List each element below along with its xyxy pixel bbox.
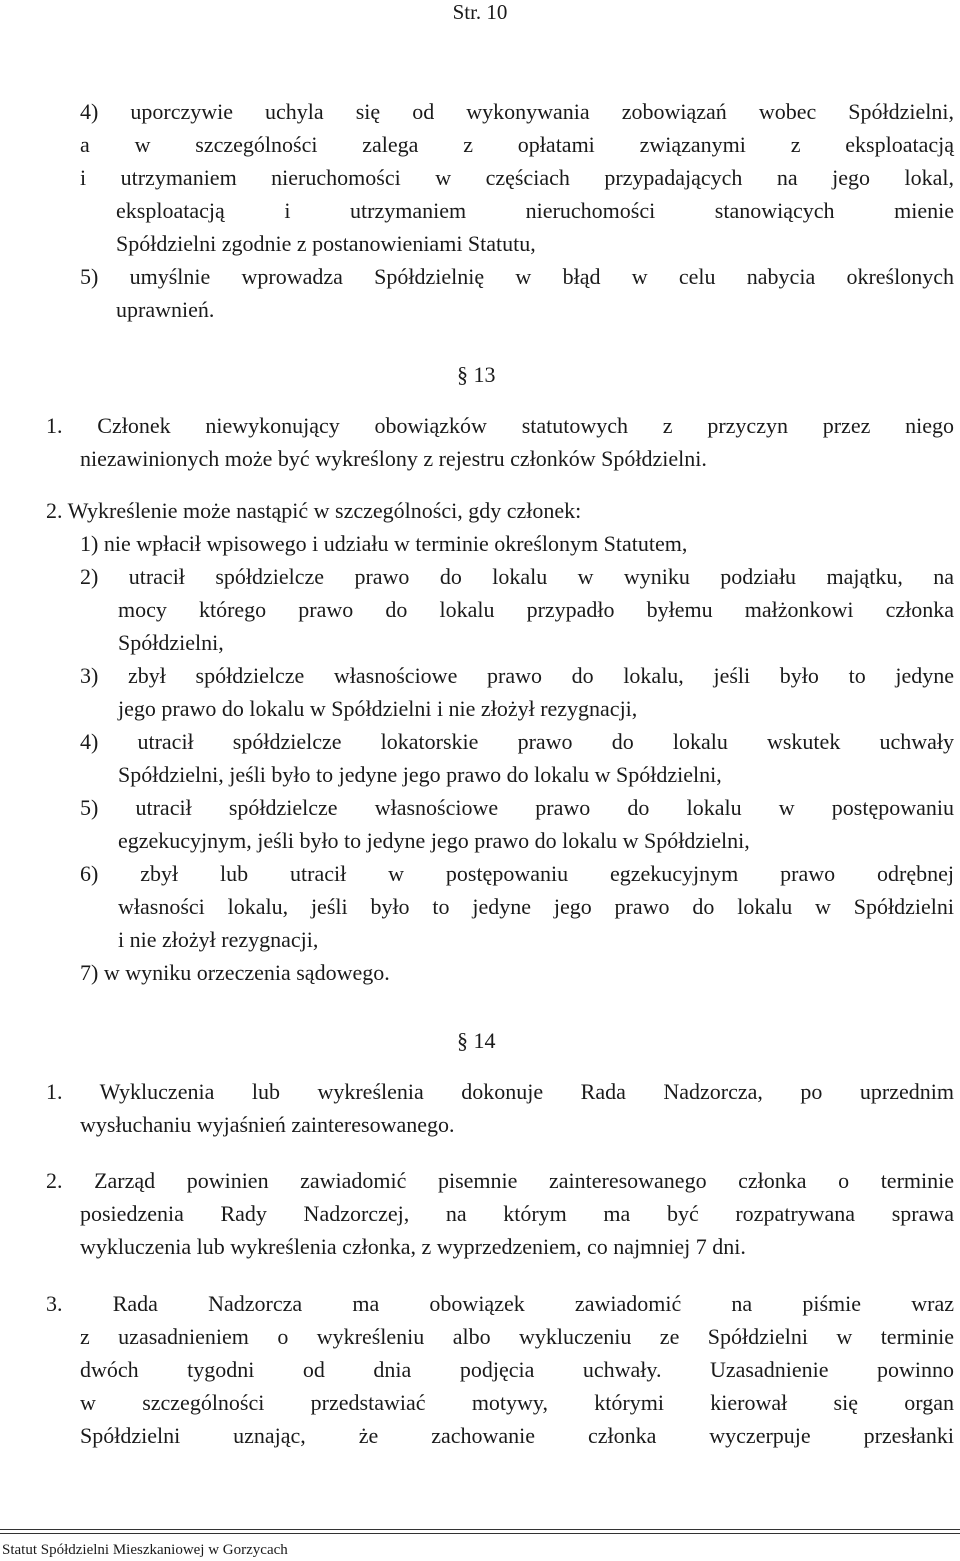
text-line: 6) zbył lub utracił w postępowaniu egzekucyjnym prawo odrębnej (80, 861, 954, 886)
s13-paragraph-2 (46, 494, 954, 989)
text-line: i utrzymaniem nieruchomości w częściach przypadających na jego lokal, (80, 165, 954, 190)
text-line: 1) nie wpłacił wpisowego i udziału w terminie określonym Statutem, (80, 531, 688, 556)
text-line: 1. Członek niewykonujący obowiązków statutowych z przyczyn przez niego (46, 413, 954, 438)
text-line: 2. Wykreślenie może nastąpić w szczególności, gdy członek: (46, 498, 582, 523)
text-line: wysłuchaniu wyjaśnień zainteresowanego. (80, 1112, 455, 1137)
text-line: posiedzenia Rady Nadzorczej, na którym ma być rozpatrywana sprawa (80, 1201, 954, 1226)
s14-paragraph-2 (46, 1164, 954, 1263)
footer-rule-top (0, 1529, 960, 1530)
text-line: 3) zbył spółdzielcze własnościowe prawo do lokalu, jeśli było to jedyne (80, 663, 954, 688)
section-heading-14: § 14 (457, 1028, 496, 1053)
text-line: i nie złożył rezygnacji, (118, 927, 319, 952)
text-line: wykluczenia lub wykreślenia członka, z wyprzedzeniem, co najmniej 7 dni. (80, 1234, 746, 1259)
text-line: Spółdzielni, (118, 630, 224, 655)
list-continuation (80, 95, 954, 326)
section-heading-13: § 13 (457, 362, 496, 387)
text-line: jego prawo do lokalu w Spółdzielni i nie złożył rezygnacji, (118, 696, 638, 721)
text-line: niezawinionych może być wykreślony z rejestru członków Spółdzielni. (80, 446, 707, 471)
text-line: 4) utracił spółdzielcze lokatorskie prawo do lokalu wskutek uchwały (80, 729, 954, 754)
text-line: Spółdzielni uznając, że zachowanie członka wyczerpuje przesłanki (80, 1423, 954, 1448)
text-line: egzekucyjnym, jeśli było to jedyne jego prawo do lokalu w Spółdzielni, (118, 828, 750, 853)
text-line: 4) uporczywie uchyla się od wykonywania zobowiązań wobec Spółdzielni, (80, 99, 954, 124)
footer-text: Statut Spółdzielni Mieszkaniowej w Gorzycach (2, 1542, 288, 1558)
s14-paragraph-3 (46, 1287, 954, 1452)
text-line: a w szczególności zalega z opłatami związanymi z eksploatacją (80, 132, 954, 157)
text-line: Spółdzielni, jeśli było to jedyne jego prawo do lokalu w Spółdzielni, (118, 762, 722, 787)
page-number: Str. 10 (452, 0, 508, 24)
text-line: 5) umyślnie wprowadza Spółdzielnię w błąd w celu nabycia określonych (80, 264, 954, 289)
text-line: dwóch tygodni od dnia podjęcia uchwały. Uzasadnienie powinno (80, 1357, 954, 1382)
text-line: 2) utracił spółdzielcze prawo do lokalu w wyniku podziału majątku, na (80, 564, 954, 589)
text-line: 5) utracił spółdzielcze własnościowe prawo do lokalu w postępowaniu (80, 795, 954, 820)
text-line: Spółdzielni zgodnie z postanowieniami Statutu, (116, 231, 536, 256)
text-line: eksploatacją i utrzymaniem nieruchomości stanowiących mienie (116, 198, 954, 223)
text-line: własności lokalu, jeśli było to jedyne jego prawo do lokalu w Spółdzielni (118, 894, 954, 919)
footer-rule-bottom (0, 1533, 960, 1534)
text-line: 7) w wyniku orzeczenia sądowego. (80, 960, 390, 985)
text-line: w szczególności przedstawiać motywy, którymi kierował się organ (80, 1390, 954, 1415)
text-line: 2. Zarząd powinien zawiadomić pisemnie zainteresowanego członka o terminie (46, 1168, 954, 1193)
text-line: mocy którego prawo do lokalu przypadło byłemu małżonkowi członka (118, 597, 954, 622)
text-line: 3. Rada Nadzorcza ma obowiązek zawiadomić na piśmie wraz (46, 1291, 954, 1316)
text-line: uprawnień. (116, 297, 215, 322)
text-line: z uzasadnieniem o wykreśleniu albo wykluczeniu ze Spółdzielni w terminie (80, 1324, 954, 1349)
s13-paragraph-1 (46, 409, 954, 475)
text-line: 1. Wykluczenia lub wykreślenia dokonuje Rada Nadzorcza, po uprzednim (46, 1079, 954, 1104)
s14-paragraph-1 (46, 1075, 954, 1141)
